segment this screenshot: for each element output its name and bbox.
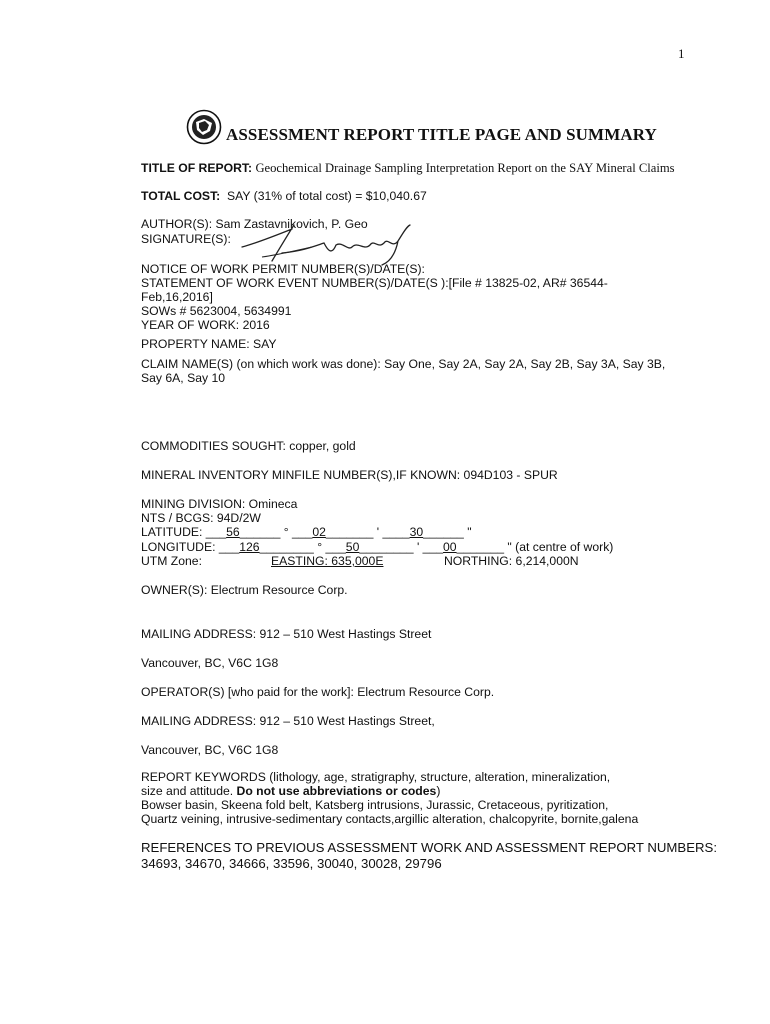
notice-of-work-line: NOTICE OF WORK PERMIT NUMBER(S)/DATE(S): (141, 262, 425, 276)
mailing-address-1: MAILING ADDRESS: 912 – 510 West Hastings Street (141, 627, 432, 641)
city-2: Vancouver, BC, V6C 1G8 (141, 743, 279, 757)
keywords-line2-prefix: size and attitude. (141, 784, 237, 798)
city-1: Vancouver, BC, V6C 1G8 (141, 656, 279, 670)
utm-zone-label: UTM Zone: (141, 554, 202, 568)
author-line: AUTHOR(S): Sam Zastavnikovich, P. Geo (141, 217, 368, 231)
nts-line: NTS / BCGS: 94D/2W (141, 511, 261, 525)
longitude-degrees: 126 (239, 540, 260, 554)
keywords-emphasis: Do not use abbreviations or codes (236, 784, 437, 798)
latitude-line: LATITUDE: ___56______ ° ___02_______ ' ____30______ " (141, 525, 472, 539)
page-number: 1 (678, 46, 685, 61)
mining-division-line: MINING DIVISION: Omineca (141, 497, 298, 511)
page-title: ASSESSMENT REPORT TITLE PAGE AND SUMMARY (226, 125, 657, 144)
year-of-work-line: YEAR OF WORK: 2016 (141, 318, 270, 332)
keywords-line4: Quartz veining, intrusive-sedimentary contacts,argillic alteration, chalcopyrite, bornite,galena (141, 812, 639, 826)
bc-government-seal-icon (186, 109, 222, 145)
total-cost-value: SAY (31% of total cost) = $10,040.67 (227, 189, 427, 203)
longitude-minutes: 50 (345, 540, 360, 554)
total-cost-label: TOTAL COST: (141, 189, 221, 203)
report-title-value: Geochemical Drainage Sampling Interpretation Report on the SAY Mineral Claims (255, 161, 675, 175)
latitude-minutes: 02 (312, 525, 326, 539)
report-title-label: TITLE OF REPORT: (141, 161, 253, 175)
total-cost-line (141, 189, 427, 204)
statement-line: STATEMENT OF WORK EVENT NUMBER(S)/DATE(S ):[File # 13825-02, AR# 36544- (141, 276, 608, 290)
keywords-line2 (141, 784, 440, 799)
claim-names-line1: CLAIM NAME(S) (on which work was done): Say One, Say 2A, Say 2A, Say 2B, Say 3A, Say 3B, (141, 357, 666, 371)
longitude-note: (at centre of work) (515, 540, 614, 554)
mailing-address-2: MAILING ADDRESS: 912 – 510 West Hastings Street, (141, 714, 435, 728)
report-title-line (141, 161, 675, 176)
longitude-line: LONGITUDE: ___126________ ° ___50________ ' ___00_______ " (at centre of work) (141, 540, 614, 554)
keywords-line2-suffix: ) (436, 784, 441, 798)
property-name-line: PROPERTY NAME: SAY (141, 337, 277, 351)
utm-northing: NORTHING: 6,214,000N (444, 554, 579, 568)
latitude-seconds: 30 (409, 525, 424, 539)
references-label: REFERENCES TO PREVIOUS ASSESSMENT WORK AND ASSESSMENT REPORT NUMBERS: (141, 840, 717, 855)
owner-line: OWNER(S): Electrum Resource Corp. (141, 583, 348, 597)
commodities-line: COMMODITIES SOUGHT: copper, gold (141, 439, 356, 453)
sows-line: SOWs # 5623004, 5634991 (141, 304, 292, 318)
operator-line: OPERATOR(S) [who paid for the work]: Electrum Resource Corp. (141, 685, 495, 699)
references-numbers: 34693, 34670, 34666, 33596, 30040, 30028, 29796 (141, 856, 442, 871)
claim-names-line2: Say 6A, Say 10 (141, 371, 226, 385)
utm-easting: EASTING: 635,000E (271, 554, 384, 568)
latitude-label: LATITUDE: (141, 525, 203, 539)
keywords-line1: REPORT KEYWORDS (lithology, age, stratigraphy, structure, alteration, mineralization, (141, 770, 611, 784)
keywords-line3: Bowser basin, Skeena fold belt, Katsberg intrusions, Jurassic, Cretaceous, pyritization, (141, 798, 609, 812)
minfile-line: MINERAL INVENTORY MINFILE NUMBER(S),IF KNOWN: 094D103 - SPUR (141, 468, 558, 482)
longitude-seconds: 00 (443, 540, 457, 554)
longitude-label: LONGITUDE: (141, 540, 216, 554)
latitude-degrees: 56 (226, 525, 240, 539)
signature-label: SIGNATURE(S): (141, 232, 231, 246)
statement-continued: Feb,16,2016] (141, 290, 213, 304)
